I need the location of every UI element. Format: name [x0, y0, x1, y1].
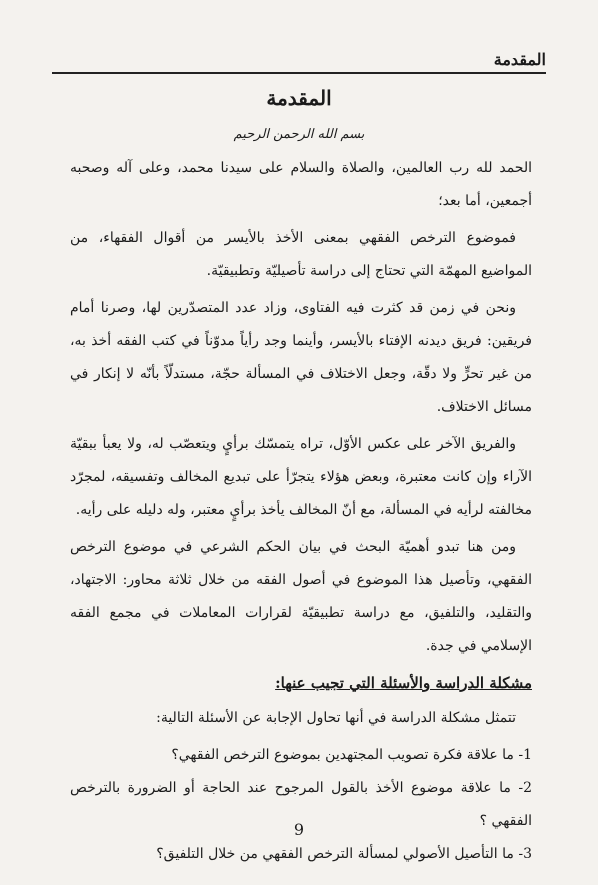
page-number: 9: [293, 820, 305, 839]
header-rule: [52, 72, 546, 74]
question-item: 2- ما علاقة موضوع الأخذ بالقول المرجوح عند الحاجة أو الضرورة بالترخص الفقهي ؟: [70, 780, 532, 829]
running-head: المقدمة: [493, 50, 546, 69]
section-heading: مشكلة الدراسة والأسئلة التي تجيب عنها:: [275, 674, 532, 692]
paragraph-importance: ومن هنا تبدو أهميّة البحث في بيان الحكم الشرعي في موضوع الترخص الفقهي، وتأصيل هذا الموضوع في أصول الفقه من خلال ثلاثة محاور: الاجتهاد، والتقليد، والتلفيق، مع دراسة تطبيقيّة لقرارات المعاملات في مجمع الفقه الإسلامي في جدة.: [70, 539, 532, 654]
section-intro: تتمثل مشكلة الدراسة في أنها تحاول الإجابة عن الأسئلة التالية:: [156, 710, 516, 726]
question-item: 3- ما التأصيل الأصولي لمسألة الترخص الفقهي من خلال التلفيق؟: [156, 846, 532, 862]
paragraph-other-group: والفريق الآخر على عكس الأوّل، تراه يتمسّك برأيٍ ويتعصّب له، ولا يعبأ ببقيّة الآراء وإن كانت معتبرة، وبعض هؤلاء يتجرّأ على تبديع المخالف وتفسيقه، لمجرّد مخالفته لرأيه في المسألة، مع أنّ المخالف يأخذ برأيٍ معتبر، وله دليله على رأيه.: [70, 436, 533, 518]
question-item: 1- ما علاقة فكرة تصويب المجتهدين بموضوع الترخص الفقهي؟: [171, 747, 532, 763]
paragraph-topic: فموضوع الترخص الفقهي بمعنى الأخذ بالأيسر من أقوال الفقهاء، من المواضيع المهمّة التي تحتاج إلى دراسة تأصيليّة وتطبيقيّة.: [70, 230, 532, 279]
body-text: [70, 152, 532, 871]
paragraph-opening: الحمد لله رب العالمين، والصلاة والسلام على سيدنا محمد، وعلى آله وصحبه أجمعين، أما بعد؛: [70, 160, 532, 209]
basmala: بسم الله الرحمن الرحيم: [233, 127, 365, 142]
chapter-title: المقدمة: [266, 86, 332, 110]
paragraph-two-groups: ونحن في زمن قد كثرت فيه الفتاوى، وزاد عدد المتصدّرين لها، وصرنا أمام فريقين: فريق ديدنه الإفتاء بالأيسر، وأينما وجد رأياً مدوّناً في كتب الفقه أخذ به، من غير تحرٍّ ولا دقّة، وجعل الاختلاف في المسألة حجّة، مستدلّاً بأنّه لا إنكار في مسائل الاختلاف.: [70, 300, 532, 415]
question-list: [70, 739, 532, 871]
